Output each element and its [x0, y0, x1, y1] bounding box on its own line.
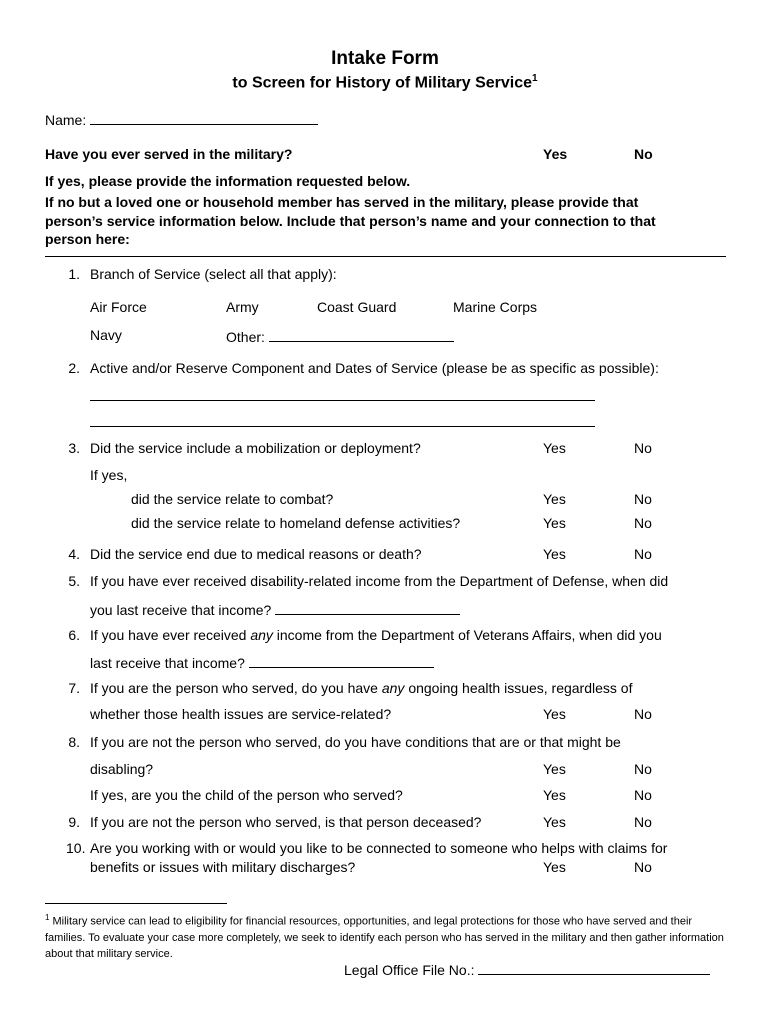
service-dates-line-2[interactable]: [90, 426, 595, 427]
q8-child-no[interactable]: No: [634, 787, 652, 803]
served-no[interactable]: No: [634, 146, 653, 162]
q6-text-line-1: [90, 627, 662, 643]
q5-text-line-2: you last receive that income?: [90, 602, 272, 618]
other-field[interactable]: [269, 327, 454, 342]
q3-text: Did the service include a mobilization or deployment?: [90, 440, 421, 456]
q9-number: 9.: [68, 814, 80, 830]
q6-text-emphasis: any: [250, 627, 273, 643]
instruction-line-2: If no but a loved one or household member has served in the military, please provide that: [45, 194, 639, 210]
q1-number: 1.: [68, 266, 80, 282]
q3a-text: did the service relate to combat?: [131, 491, 334, 507]
q7-yes[interactable]: Yes: [543, 706, 566, 722]
q3-no[interactable]: No: [634, 440, 652, 456]
q3b-yes[interactable]: Yes: [543, 515, 566, 531]
branch-navy[interactable]: Navy: [90, 327, 122, 343]
q4-no[interactable]: No: [634, 546, 652, 562]
name-label: Name:: [45, 112, 87, 128]
q8-number: 8.: [68, 734, 80, 750]
q7-text-emphasis: any: [381, 680, 405, 696]
q9-yes[interactable]: Yes: [543, 814, 566, 830]
q3-if-yes: If yes,: [90, 467, 128, 483]
q10-text-line-2: benefits or issues with military discharges?: [90, 859, 356, 875]
q8-text-line-2: disabling?: [90, 761, 154, 777]
footnote-ref: 1: [532, 73, 538, 84]
q3b-no[interactable]: No: [634, 515, 652, 531]
q8-child-yes[interactable]: Yes: [543, 787, 566, 803]
q3-yes[interactable]: Yes: [543, 440, 566, 456]
q6-field[interactable]: [249, 653, 434, 668]
q5-text-line-1: If you have ever received disability-related income from the Department of Defense, when did: [90, 573, 669, 589]
branch-air-force[interactable]: Air Force: [90, 299, 147, 315]
name-field[interactable]: [90, 110, 318, 125]
q7-text-post: ongoing health issues, regardless of: [404, 680, 633, 696]
section-divider: [45, 256, 726, 257]
q4-text: Did the service end due to medical reasons or death?: [90, 546, 422, 562]
q5-number: 5.: [68, 573, 80, 589]
q3a-no[interactable]: No: [634, 491, 652, 507]
footnote-rule: [45, 903, 227, 904]
other-label: Other:: [226, 329, 265, 345]
service-dates-line-1[interactable]: [90, 400, 595, 401]
q5-line-2: [90, 600, 460, 618]
file-number-label: Legal Office File No.:: [344, 962, 475, 978]
subtitle-text: to Screen for History of Military Service: [232, 74, 533, 92]
q6-text-pre: If you have ever received: [90, 627, 251, 643]
form-title: Intake Form: [331, 48, 439, 69]
q3-number: 3.: [68, 440, 80, 456]
q7-text-pre: If you are the person who served, do you have: [90, 680, 382, 696]
q10-no[interactable]: No: [634, 859, 652, 875]
instruction-line-1: If yes, please provide the information requested below.: [45, 173, 411, 189]
q7-no[interactable]: No: [634, 706, 652, 722]
q1-text: Branch of Service (select all that apply):: [90, 266, 337, 282]
q7-text-line-1: [90, 680, 632, 696]
name-row: [45, 110, 318, 128]
footnote-text: Military service can lead to eligibility for financial resources, opportunities, and legal protections for those who have served and their families. To evaluate your case more completely, we seek to identify each person who has served in the military and then gather information about that military service.: [45, 915, 724, 960]
q7-text-line-2: whether those health issues are service-related?: [90, 706, 392, 722]
branch-coast-guard[interactable]: Coast Guard: [317, 299, 397, 315]
footnote-marker: 1: [45, 913, 50, 922]
q2-text: Active and/or Reserve Component and Dates of Service (please be as specific as possible):: [90, 360, 659, 376]
branch-marine-corps[interactable]: Marine Corps: [453, 299, 538, 315]
file-number-row: [344, 960, 710, 978]
instruction-line-3: person’s service information below. Include that person’s name and your connection to that: [45, 213, 656, 229]
q10-yes[interactable]: Yes: [543, 859, 566, 875]
served-question: Have you ever served in the military?: [45, 146, 293, 162]
q10-number: 10.: [66, 840, 86, 856]
q5-field[interactable]: [275, 600, 460, 615]
q6-number: 6.: [68, 627, 80, 643]
form-subtitle: [0, 73, 770, 92]
branch-other: [226, 327, 454, 345]
file-number-field[interactable]: [478, 960, 710, 975]
q8-yes[interactable]: Yes: [543, 761, 566, 777]
q6-text-line-2: last receive that income?: [90, 655, 245, 671]
q6-line-2: [90, 653, 434, 671]
q8-text-line-1: If you are not the person who served, do you have conditions that are or that might be: [90, 734, 621, 750]
q7-number: 7.: [68, 680, 80, 696]
q8-no[interactable]: No: [634, 761, 652, 777]
branch-army[interactable]: Army: [226, 299, 259, 315]
served-yes[interactable]: Yes: [543, 146, 568, 162]
q6-text-post: income from the Department of Veterans Affairs, when did you: [272, 627, 662, 643]
instruction-line-4: person here:: [45, 231, 130, 247]
q2-number: 2.: [68, 360, 80, 376]
q8-child-text: If yes, are you the child of the person who served?: [90, 787, 403, 803]
q10-text-line-1: Are you working with or would you like to be connected to someone who helps with claims for: [90, 840, 668, 856]
q4-yes[interactable]: Yes: [543, 546, 566, 562]
q9-text: If you are not the person who served, is that person deceased?: [90, 814, 482, 830]
q9-no[interactable]: No: [634, 814, 652, 830]
q4-number: 4.: [68, 546, 80, 562]
footnote: [45, 910, 735, 962]
q3b-text: did the service relate to homeland defense activities?: [131, 515, 461, 531]
q3a-yes[interactable]: Yes: [543, 491, 566, 507]
